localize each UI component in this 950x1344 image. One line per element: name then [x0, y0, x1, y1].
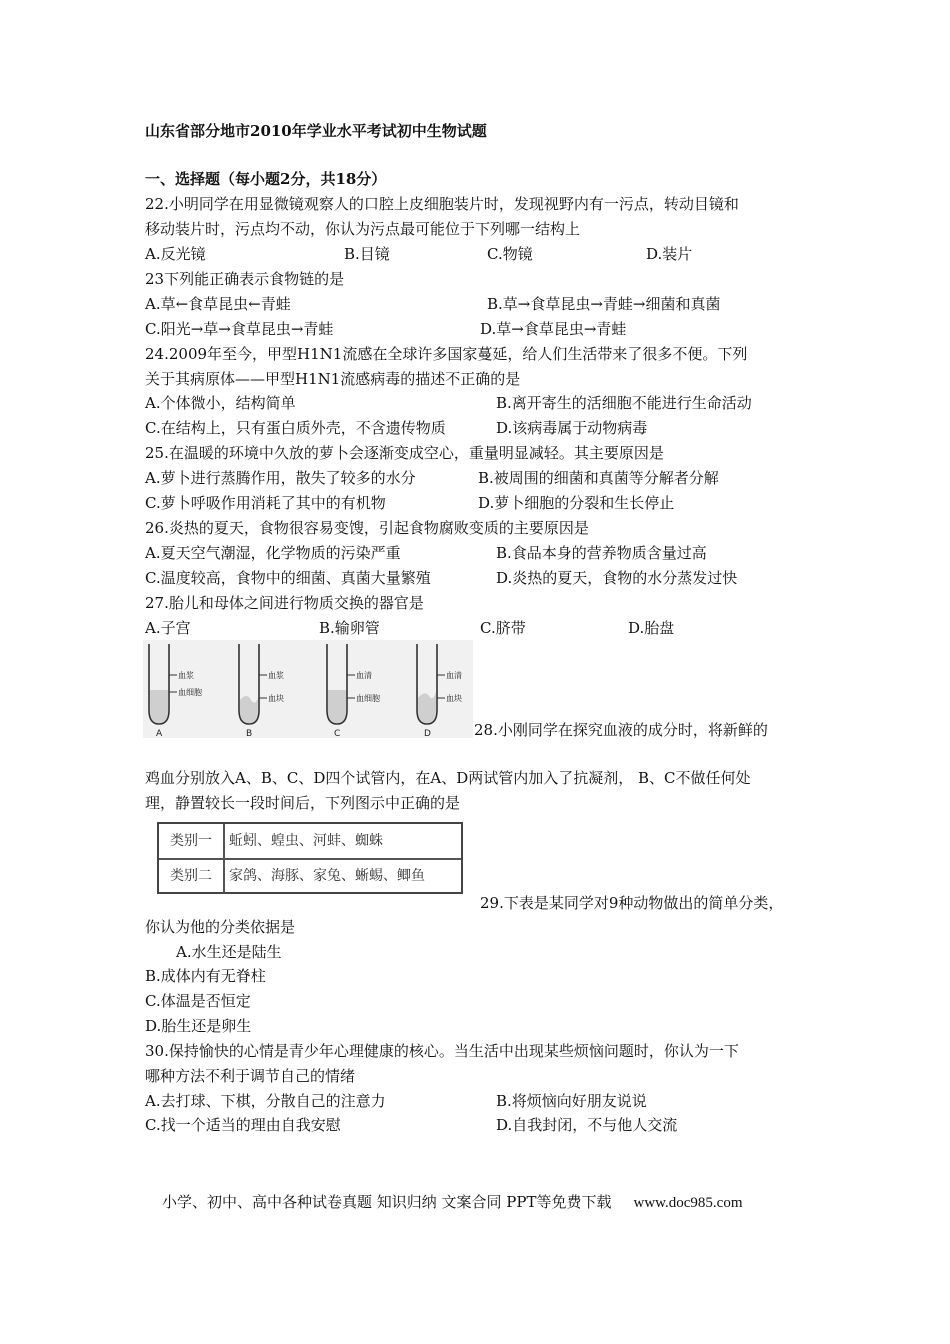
q29-option-d: D.胎生还是卵生: [145, 1017, 252, 1035]
q27-option-d: D.胎盘: [628, 619, 675, 637]
q30-option-c: C.找一个适当的理由自我安慰: [145, 1116, 341, 1134]
q24-option-b: B.离开寄生的活细胞不能进行生命活动: [496, 394, 752, 412]
tube-a-top-label: 血浆: [178, 671, 194, 680]
q23-option-d: D.草→食草昆虫→青蛙: [480, 320, 627, 338]
q22-option-a: A.反光镜: [145, 245, 206, 263]
q27-option-c: C.脐带: [480, 619, 526, 637]
table-row1-body: 蚯蚓、蝗虫、河蚌、蜘蛛: [229, 833, 383, 849]
q24-option-c: C.在结构上，只有蛋白质外壳，不含遗传物质: [145, 419, 446, 437]
q22-stem-line2: 移动装片时，污点均不动，你认为污点最可能位于下列哪一结构上: [145, 220, 581, 238]
q22-stem-line1: 22.小明同学在用显微镜观察人的口腔上皮细胞装片时，发现视野内有一污点，转动目镜和: [145, 195, 739, 213]
q29-stem-line1: 29.下表是某同学对9种动物做出的简单分类，: [480, 894, 784, 912]
tube-a-letter: A: [156, 729, 163, 738]
q29-option-a: A.水生还是陆生: [176, 943, 282, 961]
q25-option-c: C.萝卜呼吸作用消耗了其中的有机物: [145, 494, 386, 512]
q22-option-c: C.物镜: [487, 245, 533, 263]
q24-stem-line2: 关于其病原体——甲型H1N1流感病毒的描述不正确的是: [145, 370, 521, 388]
q30-option-b: B.将烦恼向好朋友说说: [496, 1092, 647, 1110]
table-row2-body: 家鸽、海豚、家兔、蜥蜴、鲫鱼: [229, 868, 425, 884]
footer-url-link[interactable]: www.doc985.com: [633, 1195, 743, 1211]
q28-stem-line2: 鸡血分别放入A、B、C、D四个试管内，在A、D两试管内加入了抗凝剂， B、C不做任何处: [145, 769, 751, 787]
q28-stem-line3: 理，静置较长一段时间后，下列图示中正确的是: [145, 794, 461, 812]
q29-stem-line2: 你认为他的分类依据是: [145, 918, 296, 936]
tube-b-letter: B: [246, 729, 253, 738]
q27-option-a: A.子宫: [145, 619, 191, 637]
q29-option-c: C.体温是否恒定: [145, 992, 251, 1010]
table-row: [159, 824, 461, 860]
section-heading: 一、选择题（每小题2分，共18分）: [145, 170, 387, 188]
q27-option-b: B.输卵管: [319, 619, 380, 637]
q23-option-b: B.草→食草昆虫→青蛙→细菌和真菌: [487, 295, 721, 313]
q26-option-a: A.夏天空气潮湿，化学物质的污染严重: [145, 544, 401, 562]
tube-b-top-label: 血浆: [268, 671, 284, 680]
q29-option-b: B.成体内有无脊柱: [145, 967, 266, 985]
tube-d-letter: D: [424, 729, 431, 738]
q24-stem-line1: 24.2009年至今，甲型H1N1流感在全球许多国家蔓延，给人们生活带来了很多不便。下列: [145, 345, 748, 363]
q23-option-a: A.草←食草昆虫←青蛙: [145, 295, 291, 313]
animal-classification-table: [157, 822, 463, 894]
q26-stem: 26.炎热的夏天，食物很容易变馊，引起食物腐败变质的主要原因是: [145, 519, 589, 537]
q26-option-b: B.食品本身的营养物质含量过高: [496, 544, 707, 562]
tube-c-bottom-label: 血细胞: [356, 694, 380, 703]
blood-tubes-figure: [143, 640, 473, 738]
tube-d-bottom-label: 血块: [446, 694, 462, 703]
q26-option-d: D.炎热的夏天，食物的水分蒸发过快: [496, 569, 738, 587]
q26-option-c: C.温度较高，食物中的细菌、真菌大量繁殖: [145, 569, 431, 587]
q30-option-a: A.去打球、下棋，分散自己的注意力: [145, 1092, 386, 1110]
q25-option-d: D.萝卜细胞的分裂和生长停止: [478, 494, 675, 512]
tube-d-top-label: 血清: [446, 671, 462, 680]
q25-option-b: B.被周围的细菌和真菌等分解者分解: [478, 469, 719, 487]
q24-option-a: A.个体微小，结构简单: [145, 394, 296, 412]
q30-stem-line2: 哪种方法不利于调节自己的情绪: [145, 1067, 356, 1085]
q23-stem: 23下列能正确表示食物链的是: [145, 270, 345, 288]
q25-stem: 25.在温暖的环境中久放的萝卜会逐渐变成空心，重量明显减轻。其主要原因是: [145, 444, 664, 462]
tube-b-bottom-label: 血块: [268, 694, 284, 703]
page-footer: [162, 1192, 743, 1213]
q24-option-d: D.该病毒属于动物病毒: [496, 419, 648, 437]
page-title: 山东省部分地市2010年学业水平考试初中生物试题: [145, 122, 487, 140]
q30-option-d: D.自我封闭，不与他人交流: [496, 1116, 678, 1134]
tube-c-top-label: 血清: [356, 671, 372, 680]
q23-option-c: C.阳光→草→食草昆虫→青蛙: [145, 320, 334, 338]
q28-stem-line1: 28.小刚同学在探究血液的成分时，将新鲜的: [474, 721, 768, 739]
q22-option-b: B.目镜: [344, 245, 390, 263]
q30-stem-line1: 30.保持愉快的心情是青少年心理健康的核心。当生活中出现某些烦恼问题时，你认为一下: [145, 1042, 739, 1060]
tube-c-letter: C: [334, 729, 341, 738]
q22-option-d: D.装片: [646, 245, 693, 263]
q25-option-a: A.萝卜进行蒸腾作用，散失了较多的水分: [145, 469, 416, 487]
tube-a-bottom-label: 血细胞: [178, 688, 202, 697]
table-row2-head: 类别二: [159, 859, 225, 893]
table-row: [159, 859, 461, 893]
footer-text: 小学、初中、高中各种试卷真题 知识归纳 文案合同 PPT等免费下载: [162, 1193, 612, 1211]
table-row1-head: 类别一: [159, 824, 225, 858]
q27-stem: 27.胎儿和母体之间进行物质交换的器官是: [145, 594, 424, 612]
